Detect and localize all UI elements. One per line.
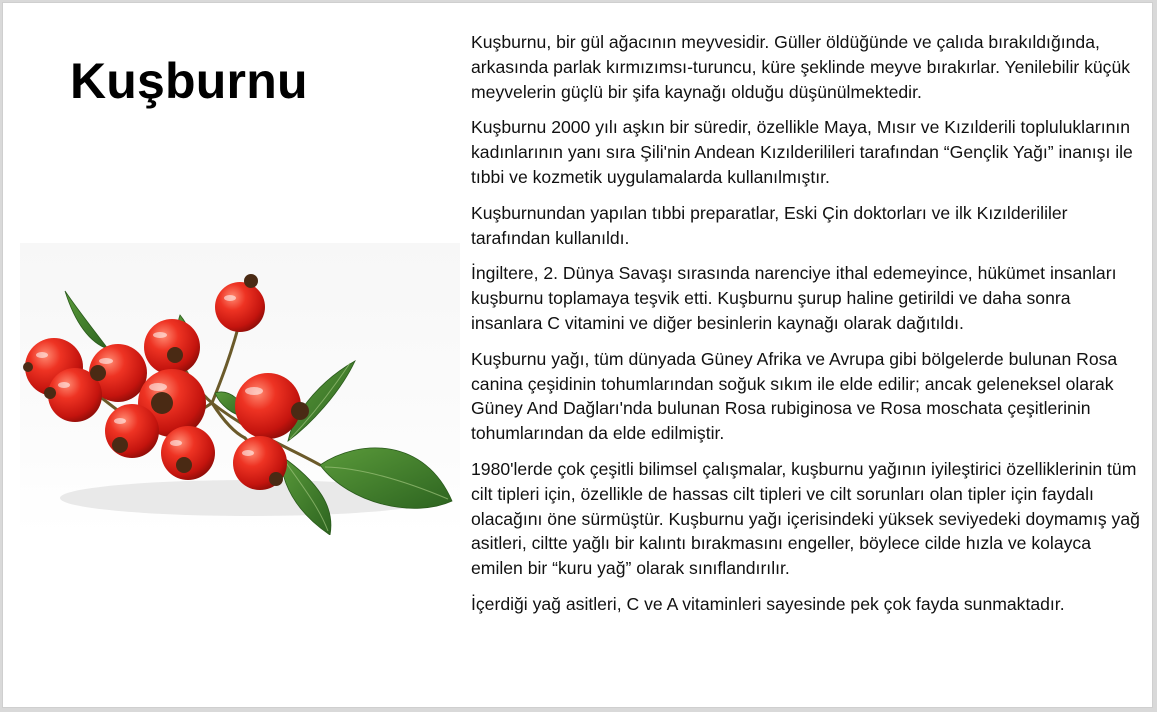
paragraph: 1980'lerde çok çeşitli bilimsel çalışmalar, kuşburnu yağının iyileştirici özelliklerinin tüm cilt tipleri için, özellikle de hassas cilt tipleri ve cilt sorunları olan tipler için faydalı olacağını öne sürmüştür. Kuşburnu yağı içerisindeki yüksek seviyedeki doymamış yağ asitleri, ciltte yağlı bir kalıntı bırakmasını engeller, böylece cilde hızla ve kolayca emilen bir “kuru yağ” olarak sınıflandırılır.: [471, 458, 1140, 579]
slide: [2, 2, 1153, 708]
paragraph: İçerdiği yağ asitleri, C ve A vitaminleri sayesinde pek çok fayda sunmaktadır.: [471, 593, 1065, 614]
paragraph: Kuşburnundan yapılan tıbbi preparatlar, Eski Çin doktorları ve ilk Kızılderililer tarafından kullanıldı.: [471, 202, 1068, 248]
paragraph: Kuşburnu 2000 yılı aşkın bir süredir, özellikle Maya, Mısır ve Kızılderili topluluklarının kadınlarının yanı sıra Şili'nin Andean Kızılderilileri tarafından “Gençlik Yağı” inanışı ile tıbbi ve kozmetik uygulamalarda kullanılmıştır.: [471, 117, 1133, 187]
paragraph: İngiltere, 2. Dünya Savaşı sırasında narenciye ithal edemeyince, hükümet insanları kuşburnu toplamaya teşvik etti. Kuşburnu şurup haline getirildi ve daha sonra insanlara C vitamini ve diğer besinlerin kaynağı olarak dağıtıldı.: [471, 263, 1117, 333]
page-title: Kuşburnu: [70, 53, 308, 109]
body-text: [471, 30, 1141, 628]
paragraph: Kuşburnu yağı, tüm dünyada Güney Afrika ve Avrupa gibi bölgelerde bulunan Rosa canina çeşidinin tohumlarından soğuk sıkım ile elde edilir; ancak geleneksel olarak Güney And Dağları'nda bulunan Rosa rubiginosa ve Rosa moschata çeşitlerinin tohumlarından da elde edilmiştir.: [471, 348, 1118, 444]
paragraph: Kuşburnu, bir gül ağacının meyvesidir. Güller öldüğünde ve çalıda bırakıldığında, arkasında parlak kırmızımsı-turuncu, küre şeklinde meyve bırakırlar. Yenilebilir küçük meyvelerin güçlü bir şifa kaynağı olduğu düşünülmektedir.: [471, 32, 1131, 102]
rosehip-image: [20, 243, 460, 535]
